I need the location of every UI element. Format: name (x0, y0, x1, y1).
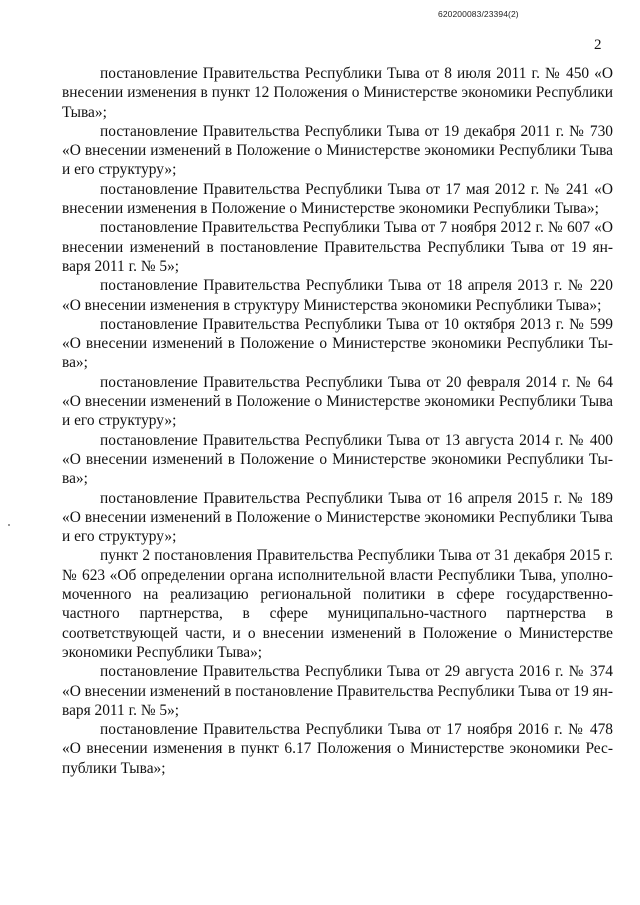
scan-artifact-dot (8, 524, 10, 526)
list-item-decree-599: постановление Правительства Республики Тыва от 10 октября 2013 г. № 599 «О внесении изменений в Положение о Министерстве экономики Республики Тыва»; (62, 315, 613, 372)
list-item-decree-241: постановление Правительства Республики Тыва от 17 мая 2012 г. № 241 «О внесении изменения в Положение о Министерстве экономики Республики Тыва»; (62, 180, 613, 218)
list-item-decree-607: постановление Правительства Республики Тыва от 7 ноября 2012 г. № 607 «О внесении изменений в постановление Правительства Республики Тыва от 19 января 2011 г. № 5»; (62, 219, 613, 275)
document-registration-code: 620200083/23394(2) (438, 9, 519, 19)
list-item-decree-220: постановление Правительства Республики Тыва от 18 апреля 2013 г. № 220 «О внесении изменения в структуру Министерства экономики Республики Тыва»; (62, 277, 613, 314)
page-number: 2 (594, 37, 602, 53)
list-item-decree-478: постановление Правительства Республики Тыва от 17 ноября 2016 г. № 478 «О внесении изменения в пункт 6.17 Положения о Министерстве экономики Республики Тыва»; (62, 721, 613, 777)
list-item-decree-450: постановление Правительства Республики Тыва от 8 июля 2011 г. № 450 «О внесении изменения в пункт 12 Положения о Министерстве экономики Республики Тыва»; (62, 65, 613, 121)
list-item-decree-374: постановление Правительства Республики Тыва от 29 августа 2016 г. № 374 «О внесении изменений в постановление Правительства Республики Тыва от 19 января 2011 г. № 5»; (62, 663, 613, 719)
list-item-decree-189: постановление Правительства Республики Тыва от 16 апреля 2015 г. № 189 «О внесении изменений в Положение о Министерстве экономики Республики Тыва и его структуру»; (62, 489, 613, 546)
list-item-decree-623-point-2: пункт 2 постановления Правительства Республики Тыва от 31 декабря 2015 г. № 623 «Об определении органа исполнительной власти Республики Тыва, уполномоченного на реализацию региональной политики в сфере государственно-частного партнерства, в сфере муниципально-частного партнерства в соответствующей части, и о внесении изменений в Положение о Министерстве экономики Республики Тыва»; (62, 547, 613, 661)
list-item-decree-64: постановление Правительства Республики Тыва от 20 февраля 2014 г. № 64 «О внесении изменений в Положение о Министерстве экономики Республики Тыва и его структуру»; (62, 373, 613, 430)
document-body (62, 64, 613, 778)
list-item-decree-400: постановление Правительства Республики Тыва от 13 августа 2014 г. № 400 «О внесении изменений в Положение о Министерстве экономики Республики Тыва»; (62, 431, 613, 488)
list-item-decree-730: постановление Правительства Республики Тыва от 19 декабря 2011 г. № 730 «О внесении изменений в Положение о Министерстве экономики Республики Тыва и его структуру»; (62, 122, 613, 179)
